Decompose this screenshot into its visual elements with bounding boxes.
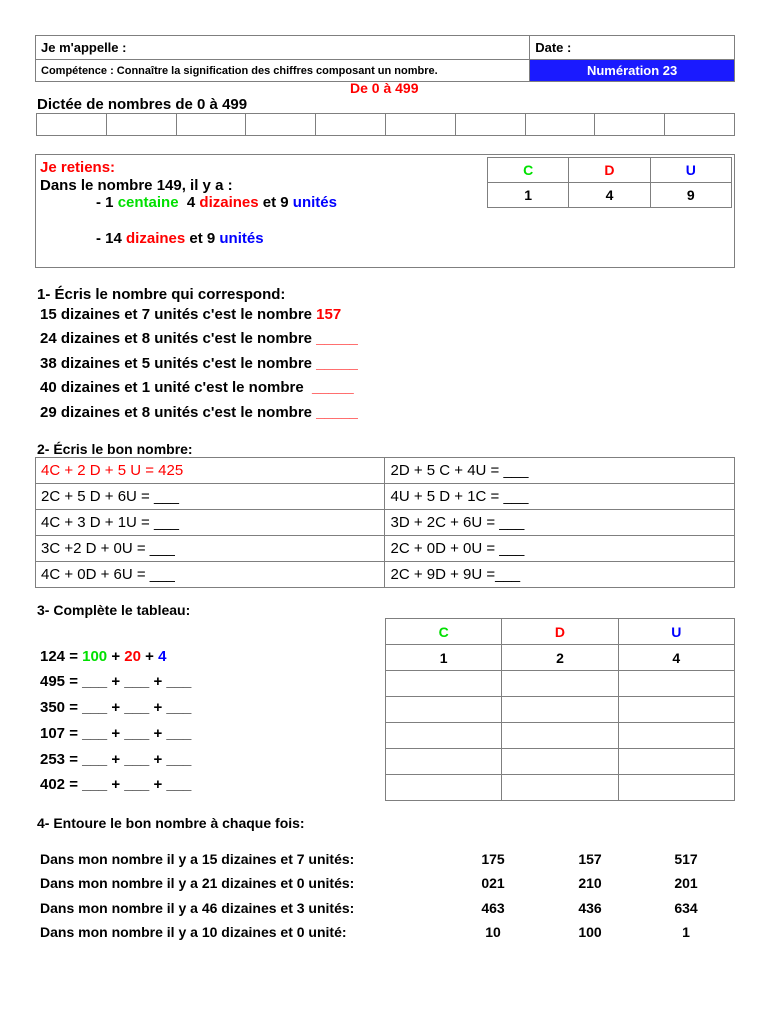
dictation-box[interactable] xyxy=(455,114,525,136)
empty-cell[interactable] xyxy=(386,749,502,775)
ex2-title: 2- Écris le bon nombre: xyxy=(37,441,193,457)
header-u: U xyxy=(618,619,734,645)
ex4-choice[interactable]: 634 xyxy=(674,900,698,916)
header-c: C xyxy=(386,619,502,645)
ex3-item[interactable]: 495 = ___ + ___ + ___ xyxy=(40,673,192,690)
header-c: C xyxy=(488,158,569,183)
empty-cell[interactable] xyxy=(502,697,618,723)
ex1-item: 24 dizaines et 8 unités c'est le nombre _____ xyxy=(40,330,358,347)
ex4-choice[interactable]: 210 xyxy=(578,875,602,891)
dictation-box[interactable] xyxy=(665,114,735,136)
ex4-choice[interactable]: 100 xyxy=(578,924,602,940)
ex4-choice[interactable]: 021 xyxy=(481,875,505,891)
dictation-box[interactable] xyxy=(316,114,386,136)
header-u: U xyxy=(650,158,731,183)
retenir-line3: - 14 dizaines et 9 unités xyxy=(96,230,264,247)
competence-text: Compétence : Connaître la signification des chiffres composant un nombre. xyxy=(36,60,530,82)
empty-cell[interactable] xyxy=(386,775,502,801)
ex3-example: 124 = 100 + 20 + 4 xyxy=(40,648,167,665)
ex4-question: Dans mon nombre il y a 15 dizaines et 7 unités: xyxy=(40,851,355,867)
ex4-choice[interactable]: 1 xyxy=(682,924,690,940)
header-table xyxy=(35,35,735,82)
dictation-box[interactable] xyxy=(176,114,246,136)
retenir-cdu-table xyxy=(487,157,732,208)
name-label: Je m'appelle : xyxy=(36,36,530,60)
empty-cell[interactable] xyxy=(386,697,502,723)
ex2-cell[interactable]: 2C + 5 D + 6U = ___ xyxy=(36,484,385,510)
ex3-title: 3- Complète le tableau: xyxy=(37,602,191,618)
ex2-cell[interactable]: 4U + 5 D + 1C = ___ xyxy=(385,484,735,510)
empty-cell[interactable] xyxy=(618,723,734,749)
ex1-title: 1- Écris le nombre qui correspond: xyxy=(37,286,286,303)
value-c: 1 xyxy=(488,183,569,208)
ex3-item[interactable]: 253 = ___ + ___ + ___ xyxy=(40,751,192,768)
ex2-cell[interactable]: 2C + 9D + 9U =___ xyxy=(385,562,735,588)
empty-cell[interactable] xyxy=(502,723,618,749)
empty-cell[interactable] xyxy=(502,749,618,775)
ex2-cell[interactable]: 2C + 0D + 0U = ___ xyxy=(385,536,735,562)
ex2-cell: 4C + 2 D + 5 U = 425 xyxy=(36,458,385,484)
value-u: 4 xyxy=(618,645,734,671)
dictation-box[interactable] xyxy=(385,114,455,136)
ex3-item[interactable]: 402 = ___ + ___ + ___ xyxy=(40,776,192,793)
empty-cell[interactable] xyxy=(618,749,734,775)
dictation-boxes xyxy=(36,113,735,136)
ex4-question: Dans mon nombre il y a 10 dizaines et 0 unité: xyxy=(40,924,347,940)
ex4-choice[interactable]: 175 xyxy=(481,851,505,867)
retenir-line2: - 1 centaine 4 dizaines et 9 unités xyxy=(96,194,337,211)
ex4-choice[interactable]: 201 xyxy=(674,875,698,891)
answer-blank[interactable]: _____ xyxy=(316,330,358,347)
title-banner: Numération 23 xyxy=(530,60,735,82)
empty-cell[interactable] xyxy=(618,775,734,801)
value-u: 9 xyxy=(650,183,731,208)
ex2-cell[interactable]: 3C +2 D + 0U = ___ xyxy=(36,536,385,562)
ex2-table xyxy=(35,457,735,588)
ex2-cell[interactable]: 4C + 0D + 6U = ___ xyxy=(36,562,385,588)
value-d: 4 xyxy=(569,183,650,208)
ex4-choice[interactable]: 157 xyxy=(578,851,602,867)
empty-cell[interactable] xyxy=(618,671,734,697)
header-d: D xyxy=(569,158,650,183)
ex4-choice[interactable]: 517 xyxy=(674,851,698,867)
header-d: D xyxy=(502,619,618,645)
ex4-question: Dans mon nombre il y a 21 dizaines et 0 unités: xyxy=(40,875,355,891)
dictation-title: Dictée de nombres de 0 à 499 xyxy=(37,96,248,113)
empty-cell[interactable] xyxy=(502,671,618,697)
ex1-item: 40 dizaines et 1 unité c'est le nombre _____ xyxy=(40,379,354,396)
ex1-example: 15 dizaines et 7 unités c'est le nombre 157 xyxy=(40,306,342,323)
dictation-box[interactable] xyxy=(246,114,316,136)
ex2-cell[interactable]: 2D + 5 C + 4U = ___ xyxy=(385,458,735,484)
ex2-cell[interactable]: 3D + 2C + 6U = ___ xyxy=(385,510,735,536)
ex4-choice[interactable]: 463 xyxy=(481,900,505,916)
answer-blank[interactable]: _____ xyxy=(316,404,358,421)
range-label: De 0 à 499 xyxy=(350,80,419,96)
dictation-box[interactable] xyxy=(37,114,107,136)
dictation-box[interactable] xyxy=(525,114,595,136)
ex1-item: 38 dizaines et 5 unités c'est le nombre _____ xyxy=(40,355,358,372)
ex3-item[interactable]: 350 = ___ + ___ + ___ xyxy=(40,699,192,716)
empty-cell[interactable] xyxy=(386,723,502,749)
value-c: 1 xyxy=(386,645,502,671)
retenir-title: Je retiens: xyxy=(40,159,116,176)
retenir-line1: Dans le nombre 149, il y a : xyxy=(40,177,233,194)
ex2-cell[interactable]: 4C + 3 D + 1U = ___ xyxy=(36,510,385,536)
empty-cell[interactable] xyxy=(618,697,734,723)
answer-blank[interactable]: _____ xyxy=(312,379,354,396)
ex4-title: 4- Entoure le bon nombre à chaque fois: xyxy=(37,815,305,831)
dictation-box[interactable] xyxy=(106,114,176,136)
date-label: Date : xyxy=(530,36,735,60)
ex4-choice[interactable]: 436 xyxy=(578,900,602,916)
dictation-box[interactable] xyxy=(595,114,665,136)
empty-cell[interactable] xyxy=(386,671,502,697)
empty-cell[interactable] xyxy=(502,775,618,801)
ex1-item: 29 dizaines et 8 unités c'est le nombre _____ xyxy=(40,404,358,421)
ex4-choice[interactable]: 10 xyxy=(485,924,501,940)
answer-blank[interactable]: _____ xyxy=(316,355,358,372)
ex4-question: Dans mon nombre il y a 46 dizaines et 3 unités: xyxy=(40,900,355,916)
value-d: 2 xyxy=(502,645,618,671)
ex3-item[interactable]: 107 = ___ + ___ + ___ xyxy=(40,725,192,742)
ex3-table xyxy=(385,618,735,801)
